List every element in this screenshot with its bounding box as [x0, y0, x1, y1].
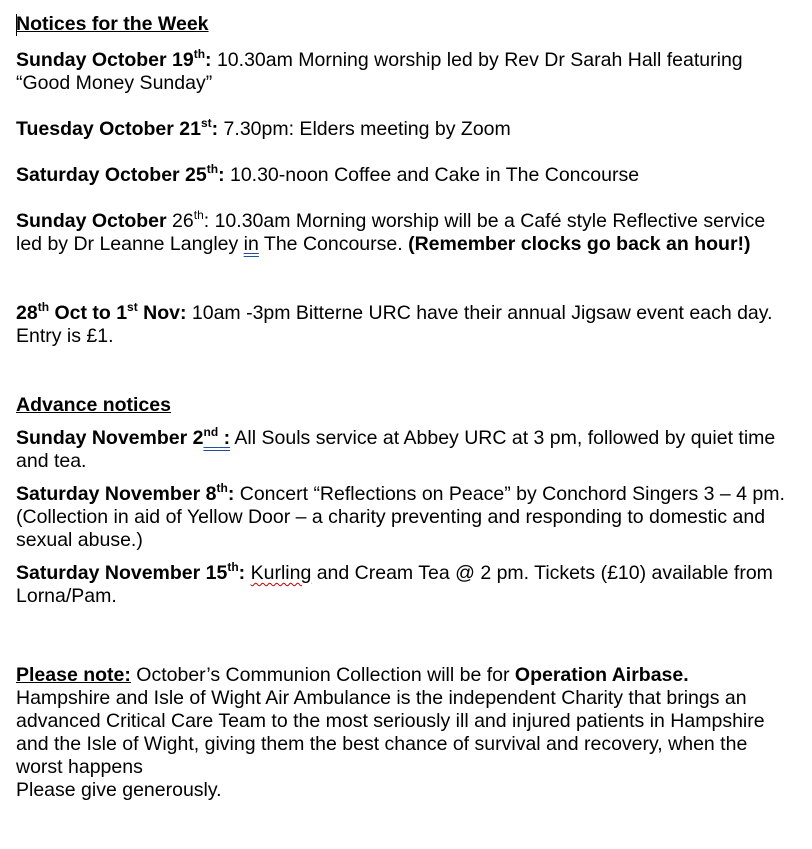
notice-day: Saturday November 8 [16, 483, 217, 505]
advance-heading: Advance notices [16, 394, 171, 416]
notice-sunday-oct-19: Sunday October 19th: 10.30am Morning worship led by Rev Dr Sarah Hall featuring “Good Money Sunday” [16, 46, 743, 94]
notice-day: Saturday November 15 [16, 562, 228, 584]
notice-text: All Souls service at Abbey URC at 3 pm, followed by quiet time and tea. [16, 427, 776, 472]
spelling-flag-kurling[interactable]: Kurling [250, 562, 312, 584]
notice-sunday-oct-26: Sunday October 26th: 10.30am Morning worship will be a Café style Reflective service led by Dr Leanne Langley in The Concourse. (Remember clocks go back an hour!) [16, 207, 766, 255]
notice-text: 10.30am Morning worship led by Rev Dr Sarah Hall featuring “Good Money Sunday” [16, 49, 743, 94]
advance-saturday-nov-8: Saturday November 8th: Concert “Reflections on Peace” by Conchord Singers 3 – 4 pm. (Collection in aid of Yellow Door – a charity preventing and responding to domestic and sexual abuse.) [16, 480, 785, 551]
notice-day: Sunday November 2 [16, 427, 204, 449]
clocks-reminder: (Remember clocks go back an hour!) [408, 233, 751, 255]
advance-sunday-nov-2 [16, 424, 786, 473]
notices-heading: Notices for the Week [16, 13, 209, 35]
notice-day: Sunday October [16, 210, 167, 232]
notice-day: Sunday October 19 [16, 49, 194, 71]
notice-tuesday-oct-21: Tuesday October 21st: 7.30pm: Elders meeting by Zoom [16, 115, 511, 140]
notice-text: 10.30-noon Coffee and Cake in The Concourse [224, 164, 640, 186]
notice-saturday-oct-25: Saturday October 25th: 10.30-noon Coffee and Cake in The Concourse [16, 161, 640, 186]
closing-line: Please give generously. [16, 779, 222, 801]
please-note-section: Please note: October’s Communion Collection will be for Operation Airbase. Hampshire and Isle of Wight Air Ambulance is the independent Charity that brings an advanced Critical Care Team to the most seriously ill and injured patients in Hampshire and the Isle of Wight, giving them the best chance of survival and recovery, when the worst happens Please give generously. [16, 664, 765, 801]
advance-saturday-nov-15: Saturday November 15th: Kurling and Cream Tea @ 2 pm. Tickets (£10) available from Lorna/Pam. [16, 559, 773, 607]
notice-day: Tuesday October 21 [16, 118, 201, 140]
notice-text: 10.30am Morning worship will be a Café style Reflective service led by Dr Leanne Langley [16, 210, 766, 255]
operation-airbase: Operation Airbase. [514, 664, 689, 686]
notice-jigsaw-event: 28th Oct to 1st Nov: 10am -3pm Bitterne URC have their annual Jigsaw event each day. Entry is £1. [16, 299, 773, 347]
notice-day: 28 [16, 302, 38, 324]
grammar-flag-nd[interactable]: $^{nd}$ : [203, 424, 231, 449]
notice-text: Concert “Reflections on Peace” by Conchord Singers 3 – 4 pm. (Collection in aid of Yellow Door – a charity preventing and responding to domestic and sexual abuse.) [16, 483, 785, 551]
notice-text: 10am -3pm Bitterne URC have their annual Jigsaw event each day. Entry is £1. [16, 302, 773, 347]
notice-text: 7.30pm: Elders meeting by Zoom [218, 118, 511, 140]
notice-text: and Cream Tea @ 2 pm. Tickets (£10) available from Lorna/Pam. [16, 562, 773, 607]
please-note-label: Please note: [16, 664, 131, 686]
grammar-flag-in[interactable]: in [243, 233, 259, 255]
notice-day: Saturday October 25 [16, 164, 207, 186]
air-ambulance-text: Hampshire and Isle of Wight Air Ambulance is the independent Charity that brings an advanced Critical Care Team to the most seriously ill and injured patients in Hampshire and the Isle of Wight, giving them the best chance of survival and recovery, when the worst happens [16, 687, 765, 778]
